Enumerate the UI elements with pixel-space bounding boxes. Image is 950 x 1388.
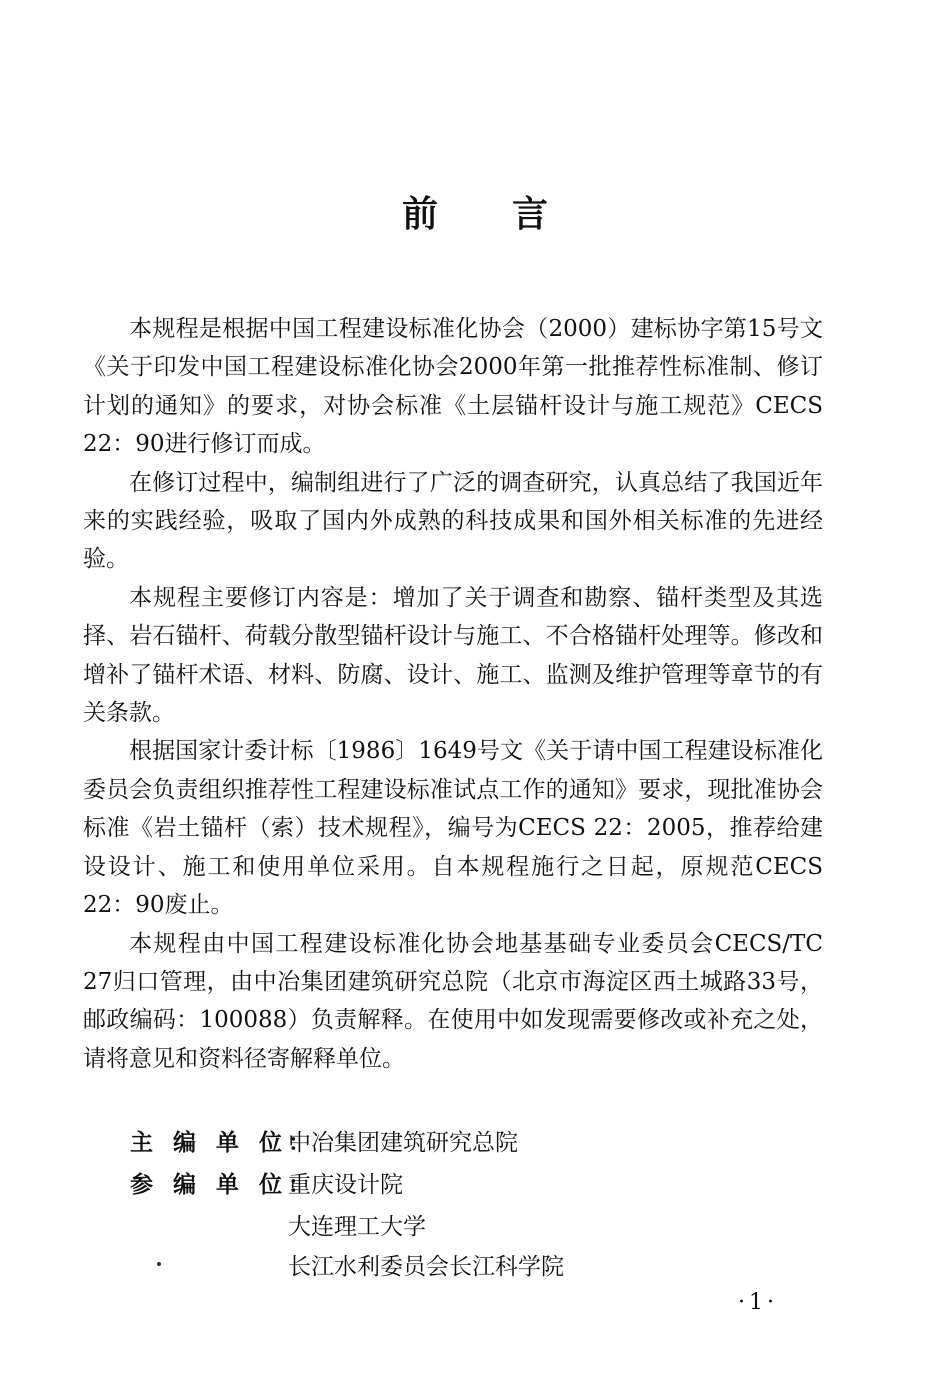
participating-editor-label: 参 编 单 位： (130, 1171, 318, 1198)
paragraph-2: 在修订过程中，编制组进行了广泛的调查研究，认真总结了我国近年来的实践经验，吸取了国内外成熟的科技成果和国外相关标准的先进经验。 (83, 469, 823, 573)
page-title (0, 186, 950, 237)
chief-editor-unit: 中冶集团建筑研究总院 (288, 1130, 518, 1156)
participating-editor-row (130, 1166, 403, 1204)
paragraph-4: 根据国家计委计标〔1986〕1649号文《关于请中国工程建设标准化委员会负责组织推荐性工程建设标准试点工作的通知》要求，现批准协会标准《岩土锚杆（索）技术规程》，编号为CECS 22：2005，推荐给建设设计、施工和使用单位采用。自本规程施行之日起，原规范CECS 22：90废止。 (83, 738, 823, 919)
paragraph-1: 本规程是根据中国工程建设标准化协会（2000）建标协字第15号文《关于印发中国工程建设标准化协会2000年第一批推荐性标准制、修订计划的通知》的要求，对协会标准《土层锚杆设计与施工规范》CECS 22：90进行修订而成。 (83, 316, 823, 458)
paragraph-5: 本规程由中国工程建设标准化协会地基基础专业委员会CECS/TC 27归口管理，由中冶集团建筑研究总院（北京市海淀区西土城路33号，邮政编码：100088）负责解释。在使用中如发现需要修改或补充之处，请将意见和资料径寄解释单位。 (83, 930, 823, 1072)
title-char-2: 言 (512, 193, 549, 235)
participating-unit-1: 重庆设计院 (288, 1172, 403, 1198)
title-char-1: 前 (401, 193, 438, 235)
chief-editor-label: 主 编 单 位： (130, 1129, 318, 1156)
scan-dot (157, 1262, 161, 1266)
participating-unit-3: 长江水利委员会长江科学院 (288, 1254, 564, 1280)
preface-body (83, 310, 823, 1078)
chief-editor-row (130, 1124, 518, 1162)
participating-unit-row-3 (288, 1248, 564, 1286)
participating-unit-2: 大连理工大学 (288, 1214, 426, 1240)
page-number: ·1· (738, 1290, 778, 1315)
paragraph-3: 本规程主要修订内容是：增加了关于调查和勘察、锚杆类型及其选择、岩石锚杆、荷载分散型锚杆设计与施工、不合格锚杆处理等。修改和增补了锚杆术语、材料、防腐、设计、施工、监测及维护管理等章节的有关条款。 (83, 584, 823, 727)
participating-unit-row-2 (288, 1208, 426, 1246)
